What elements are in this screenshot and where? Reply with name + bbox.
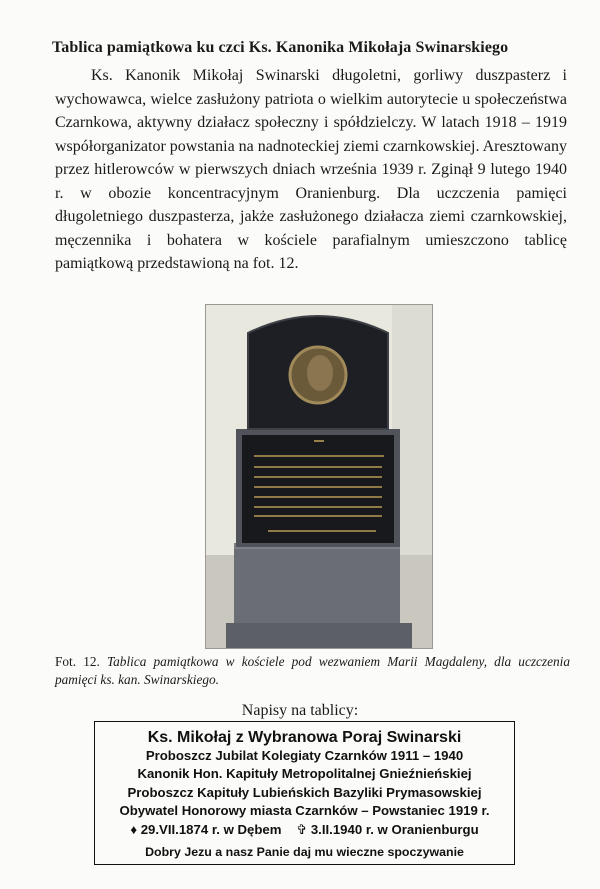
inscription-line-5: Obywatel Honorowy miasta Czarnków – Powstaniec 1919 r.: [119, 802, 490, 818]
body-paragraph: Ks. Kanonik Mikołaj Swinarski długoletni, gorliwy duszpasterz i wychowawca, wielce zasłużony patriota o wielkim autorytecie u społeczeństwa Czarnkowa, aktywny działacz społeczny i spółdzielczy. W latach 1918 – 1919 współorganizator powstania na nadnoteckiej ziemi czarnkowskiej. Aresztowany przez hitlerowców w pierwszych dniach września 1939 r. Zginął 9 lutego 1940 r. w obozie koncentracyjnym Oranienburg. Dla uczczenia pamięci długoletniego duszpasterza, jakże zasłużonego działacza ziemi czarnkowskiej, męczennika i bohatera w kościele parafialnym umieszczono tablicę pamiątkową przedstawioną na fot. 12.: [55, 67, 567, 272]
inscription-box: [94, 721, 515, 865]
inscription-line-2: Proboszcz Jubilat Kolegiaty Czarnków 1911 – 1940: [145, 748, 464, 763]
inscription-line-1: Ks. Mikołaj z Wybranowa Poraj Swinarski: [147, 729, 462, 746]
photo-caption: [55, 653, 570, 688]
caption-text: Tablica pamiątkowa w kościele pod wezwaniem Marii Magdaleny, dla uczczenia pamięci ks. kan. Swinarskiego.: [55, 654, 571, 687]
inscription-prayer: Dobry Jezu a nasz Panie daj mu wieczne spoczywanie: [145, 845, 464, 860]
death-date: ✞ 3.II.1940 r. w Oranienburgu: [296, 822, 479, 838]
inscription-line-3: Kanonik Hon. Kapituły Metropolitalnej Gnieźnieńskiej: [137, 766, 472, 782]
inscription-dates: [95, 820, 514, 839]
page-title: Tablica pamiątkowa ku czci Ks. Kanonika Mikołaja Swinarskiego: [52, 39, 509, 56]
memorial-plaque-photo: [205, 304, 433, 649]
caption-label: Fot. 12.: [55, 654, 100, 669]
birth-date: ♦ 29.VII.1874 r. w Dębem: [130, 822, 282, 838]
plaque-illustration: [206, 305, 432, 648]
inscriptions-heading: Napisy na tablicy:: [241, 702, 359, 719]
inscription-line-4: Proboszcz Kapituły Lubieńskich Bazyliki Prymasowskiej: [127, 784, 482, 800]
